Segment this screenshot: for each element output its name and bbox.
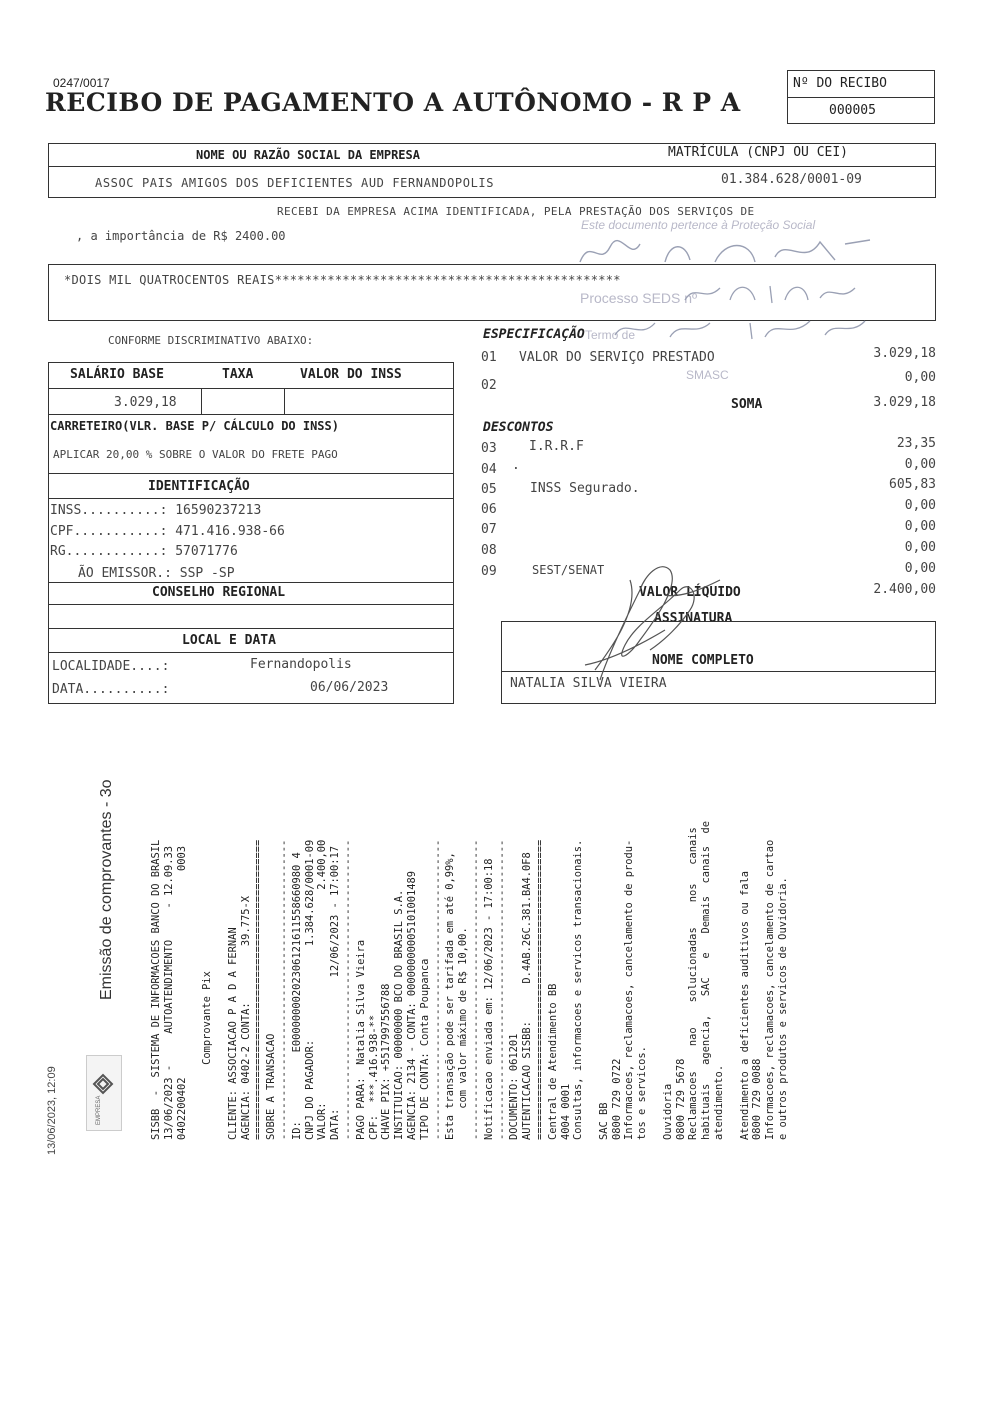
- pix-line: Informacoes, reclamacoes, cancelamento de cartao: [764, 839, 777, 1140]
- item-01-desc: VALOR DO SERVIÇO PRESTADO: [519, 350, 715, 365]
- carreteiro-text: APLICAR 20,00 % SOBRE O VALOR DO FRETE PAGO: [53, 448, 338, 461]
- desc-03-value: 23,35: [896, 436, 936, 451]
- process-stamp: Processo SEDS nº: [580, 290, 698, 306]
- bb-logo-icon: [92, 1073, 114, 1095]
- receipt-number-box: [787, 70, 935, 124]
- pix-line: SAC BB: [597, 1102, 610, 1140]
- pix-line: ------------------------------------------------: [277, 839, 290, 1140]
- pix-line: [188, 740, 201, 1140]
- pix-line: Reclamacoes nao solucionadas nos canais: [687, 827, 700, 1140]
- desc-09-number: 09: [481, 564, 497, 579]
- belongs-stamp: Este documento pertence à Proteção Social: [581, 218, 816, 232]
- inss-id: INSS..........: 16590237213: [50, 503, 262, 518]
- pix-line: 0800 729 0088: [751, 1058, 764, 1140]
- desc-05-number: 05: [481, 482, 497, 497]
- pix-line: ================================================: [252, 839, 265, 1140]
- carreteiro-label: CARRETEIRO(VLR. BASE P/ CÁLCULO DO INSS): [50, 419, 339, 433]
- pix-line: CNPJ DO PAGADOR: 1.384.628/0001-09: [303, 839, 316, 1140]
- pix-line: INSTITUICAO: 00000000 BCO DO BRASIL S.A.: [393, 889, 406, 1140]
- emissao-title: Emissão de comprovantes - 3o: [98, 779, 115, 1000]
- pix-line: AUTENTICACAO SISBB: D.4AB.26C.381.BA4.0F8: [521, 852, 534, 1140]
- pix-line: AGENCIA: 0402-2 CONTA: 39.775-X: [239, 896, 252, 1140]
- item-02-number: 02: [481, 378, 497, 393]
- pix-line: [649, 740, 662, 1140]
- company-cnpj: 01.384.628/0001-09: [721, 172, 862, 187]
- pix-line: Informacoes, reclamacoes, cancelamento de produ-: [623, 839, 636, 1140]
- rg: RG............: 57071776: [50, 544, 238, 559]
- pix-line: ------------------------------------------------: [495, 839, 508, 1140]
- conforme-label: CONFORME DISCRIMINATIVO ABAIXO:: [108, 334, 314, 347]
- conselho-label: CONSELHO REGIONAL: [152, 585, 286, 600]
- pix-line: habituais agencia, SAC e Demais canais de: [700, 820, 713, 1140]
- pix-line: atendimento.: [713, 1064, 726, 1140]
- pix-line: Ouvidoria: [661, 1083, 674, 1140]
- bank-logo: [86, 1055, 122, 1130]
- pix-line: com valor máximo de R$ 10,00.: [457, 927, 470, 1140]
- item-02-value: 0,00: [904, 370, 936, 385]
- item-01-value: 3.029,18: [873, 346, 936, 361]
- pix-line: ================================================: [533, 839, 546, 1140]
- nome-completo: NATALIA SILVA VIEIRA: [510, 676, 667, 691]
- desc-07-value: 0,00: [904, 519, 936, 534]
- pix-line: [585, 740, 598, 1140]
- especificacao-label: ESPECIFICAÇÃO: [483, 327, 585, 342]
- assinatura-label: ASSINATURA: [654, 611, 733, 626]
- pix-line: CPF: ***.416.938-**: [367, 1014, 380, 1140]
- identificacao-label: IDENTIFICAÇÃO: [148, 479, 250, 494]
- receipt-number: 000005: [829, 103, 876, 118]
- desc-08-number: 08: [481, 543, 497, 558]
- pix-line: tos e servicos.: [636, 1046, 649, 1140]
- pix-line: 0402200402 0003: [175, 845, 188, 1140]
- smasc-stamp: SMASC: [686, 368, 729, 382]
- signature: [570, 550, 750, 690]
- bank-brand: EMPRESA: [96, 1095, 102, 1125]
- desc-08-value: 0,00: [904, 540, 936, 555]
- pix-line: [726, 740, 739, 1140]
- pix-line: 4004 0001: [559, 1083, 572, 1140]
- pix-line: ------------------------------------------------: [341, 839, 354, 1140]
- data-value: 06/06/2023: [310, 680, 389, 695]
- desc-04-number: 04: [481, 462, 497, 477]
- print-timestamp: 13/06/2023, 12:09: [46, 1066, 58, 1155]
- desc-04-value: 0,00: [904, 457, 936, 472]
- pix-line: CHAVE PIX: +5517997556788: [380, 983, 393, 1140]
- pix-line: DOCUMENTO: 061201: [508, 1033, 521, 1140]
- salario-label: SALÁRIO BASE: [70, 367, 164, 382]
- pix-line: [214, 740, 227, 1140]
- pix-line: Notificacao enviada em: 12/06/2023 - 17:00:18: [482, 858, 495, 1140]
- pix-line: Central de Atendimento BB: [546, 983, 559, 1140]
- desc-09-value: 0,00: [904, 561, 936, 576]
- receipt-number-label: Nº DO RECIBO: [793, 76, 887, 91]
- document-code: 0247/0017: [53, 76, 110, 90]
- localidade-label: LOCALIDADE....:: [52, 659, 170, 674]
- pix-line: ------------------------------------------------: [469, 839, 482, 1140]
- pix-line: 13/06/2023 - AUTOATENDIMENTO - 12.09.33: [162, 845, 175, 1140]
- amount-in-words: *DOIS MIL QUATROCENTOS REAIS**********************************************: [64, 273, 621, 287]
- desc-05-desc: INSS Segurado.: [530, 481, 640, 496]
- pix-line: DATA: 12/06/2023 - 17:00:17: [329, 845, 342, 1140]
- company-name: ASSOC PAIS AMIGOS DOS DEFICIENTES AUD FERNANDOPOLIS: [95, 176, 495, 190]
- pix-receipt: [150, 740, 930, 1140]
- pix-line: CLIENTE: ASSOCIACAO P A D A FERNAN: [226, 927, 239, 1140]
- pix-line: ID: E00000000202306121611558660980 4: [290, 852, 303, 1140]
- termo-stamp: Termo de: [585, 328, 636, 342]
- pix-line: ------------------------------------------------: [431, 839, 444, 1140]
- desc-06-value: 0,00: [904, 498, 936, 513]
- desc-04-desc: .: [512, 458, 520, 473]
- pix-line: TIPO DE CONTA: Conta Poupanca: [418, 958, 431, 1140]
- pix-line: VALOR: 2.400,00: [316, 839, 329, 1140]
- descontos-label: DESCONTOS: [483, 420, 554, 435]
- amount-text: , a importância de R$ 2400.00: [76, 229, 286, 243]
- orgao-emissor: ÃO EMISSOR.: SSP -SP: [78, 566, 235, 581]
- desc-09-desc: SEST/SENAT: [532, 563, 605, 577]
- document-title: RECIBO DE PAGAMENTO A AUTÔNOMO - R P A: [45, 88, 741, 117]
- left-table: [48, 362, 454, 704]
- localidade-value: Fernandopolis: [250, 657, 352, 672]
- desc-03-desc: I.R.R.F: [529, 439, 584, 454]
- valor-liquido-label: VALOR LÍQUIDO: [639, 585, 741, 600]
- handwritten-note: [575, 232, 875, 272]
- pix-line: SISBB - SISTEMA DE INFORMACOES BANCO DO BRASIL: [150, 839, 162, 1140]
- taxa-label: TAXA: [222, 367, 254, 382]
- desc-05-value: 605,83: [889, 477, 936, 492]
- desc-03-number: 03: [481, 441, 497, 456]
- soma-value: 3.029,18: [873, 395, 936, 410]
- pix-line: 0800 729 5678: [674, 1058, 687, 1140]
- pix-line: AGENCIA: 2134 - CONTA: 00000000005101001489: [405, 871, 418, 1140]
- soma-label: SOMA: [731, 397, 763, 412]
- pix-line: Esta transação pode ser tarifada em até 0,99%,: [444, 852, 457, 1140]
- nome-completo-label: NOME COMPLETO: [652, 653, 754, 668]
- pix-line: Consultas, informacoes e servicos transacionais.: [572, 839, 585, 1140]
- valor-liquido: 2.400,00: [873, 582, 936, 597]
- desc-06-number: 06: [481, 502, 497, 517]
- salario-value: 3.029,18: [114, 395, 177, 410]
- termo-handwriting: [610, 315, 870, 343]
- process-handwriting: [680, 278, 860, 308]
- pix-line: SOBRE A TRANSACAO: [265, 1033, 278, 1140]
- pix-line: Comprovante Pix: [201, 971, 214, 1140]
- data-label: DATA..........:: [52, 682, 170, 697]
- received-text: RECEBI DA EMPRESA ACIMA IDENTIFICADA, PELA PRESTAÇÃO DOS SERVIÇOS DE: [277, 205, 755, 218]
- pix-line: e outros produtos e servicos de Ouvidoria.: [777, 877, 790, 1140]
- inss-value-label: VALOR DO INSS: [300, 367, 402, 382]
- pix-line: 0800 729 0722: [610, 1058, 623, 1140]
- cpf: CPF...........: 471.416.938-66: [50, 524, 285, 539]
- pix-line: Atendimento a deficientes auditivos ou fala: [738, 871, 751, 1140]
- desc-07-number: 07: [481, 522, 497, 537]
- company-reg-label: MATRÍCULA (CNPJ OU CEI): [668, 145, 849, 160]
- pix-line: PAGO PARA: Natalia Silva Vieira: [354, 939, 367, 1140]
- item-01-number: 01: [481, 350, 497, 365]
- company-name-label: NOME OU RAZÃO SOCIAL DA EMPRESA: [196, 148, 420, 162]
- local-data-label: LOCAL E DATA: [182, 633, 276, 648]
